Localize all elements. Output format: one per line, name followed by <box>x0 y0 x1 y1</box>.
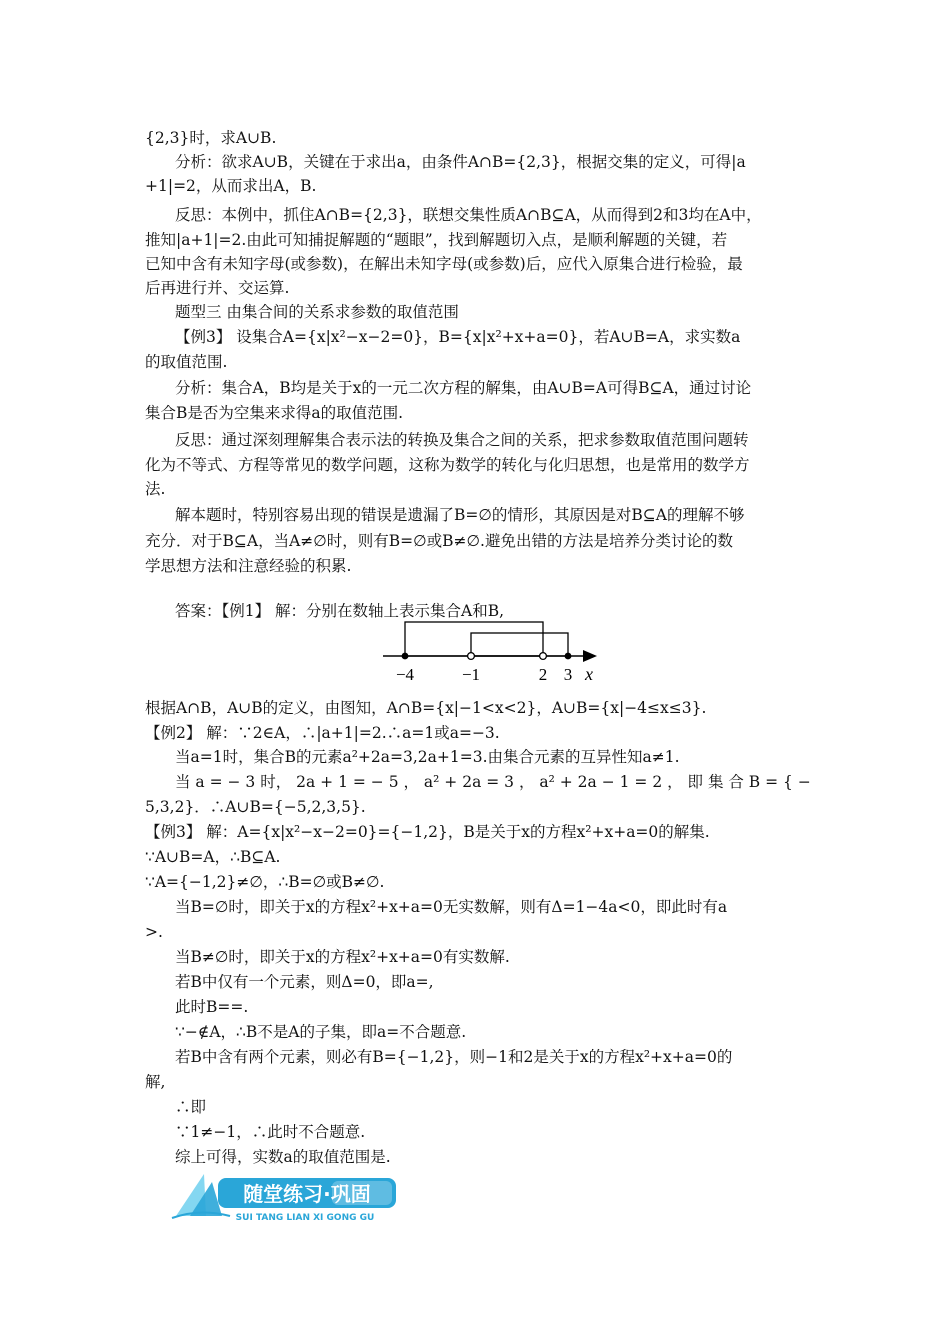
tick-label-2: 2 <box>538 665 548 684</box>
text-line-14: 化为不等式、方程等常见的数学问题，这称为数学的转化与化归思想，也是常用的数学方 <box>145 456 750 474</box>
tick-label-3: 3 <box>563 665 573 684</box>
text-line-10: 的取值范围. <box>145 353 228 371</box>
text-line-4: 反思：本例中，抓住A∩B={2,3}，联想交集性质A∩B⊆A，从而得到2和3均在A中， <box>175 206 762 224</box>
text-line-3: +1|=2，从而求出A，B. <box>145 177 317 195</box>
text-line-38: 综上可得，实数a的取值范围是. <box>175 1148 391 1166</box>
text-line-35: 解, <box>145 1073 166 1091</box>
text-line-26: ∵A∪B=A，∴B⊆A. <box>145 848 281 866</box>
set-b-interval <box>471 633 568 656</box>
text-line-11: 分析：集合A，B均是关于x的一元二次方程的解集，由A∪B=A可得B⊆A，通过讨论 <box>175 379 752 397</box>
section-heading: 题型三 由集合间的关系求参数的取值范围 <box>175 303 459 321</box>
text-line-30: 当B≠∅时，即关于x的方程x²+x+a=0有实数解. <box>175 948 510 966</box>
point-2 <box>540 653 547 660</box>
text-line-17: 充分．对于B⊆A，当A≠∅时，则有B=∅或B≠∅.避免出错的方法是培养分类讨论的数 <box>145 532 733 550</box>
point-neg4 <box>402 653 409 660</box>
text-line-32: 此时B==. <box>175 998 249 1016</box>
text-line-5: 推知|a+1|=2.由此可知捕捉解题的“题眼”，找到解题切入点，是顺利解题的关键，若 <box>145 231 728 249</box>
text-line-36: ∴即 <box>175 1098 207 1116</box>
text-line-1: {2,3}时，求A∪B. <box>145 129 277 147</box>
text-line-2: 分析：欲求A∪B，关键在于求出a，由条件A∩B={2,3}，根据交集的定义，可得|a <box>175 153 746 171</box>
text-line-24: 5,3,2}．∴A∪B={−5,2,3,5}. <box>145 798 366 816</box>
point-neg1 <box>468 653 475 660</box>
text-line-15: 法. <box>145 480 166 498</box>
text-line-27: ∵A={−1,2}≠∅，∴B=∅或B≠∅. <box>145 873 385 891</box>
text-line-25: 【例3】 解：A={x|x²−x−2=0}={−1,2}，B是关于x的方程x²+x+a=0的解集. <box>145 823 710 841</box>
logo-subtitle: SUI TANG LIAN XI GONG GU <box>235 1213 375 1223</box>
text-line-33: ∵−∉A，∴B不是A的子集，即a=不合题意. <box>175 1023 467 1041</box>
tick-label-neg1: −1 <box>461 665 481 684</box>
point-3 <box>565 653 572 660</box>
text-line-37: ∵1≠−1，∴此时不合题意. <box>175 1123 366 1141</box>
text-line-28: 当B=∅时，即关于x的方程x²+x+a=0无实数解，则有Δ=1−4a<0，即此时有a <box>175 898 728 916</box>
text-line-7: 后再进行并、交运算. <box>145 279 290 297</box>
logo-title: 随堂练习·巩固 <box>243 1182 371 1206</box>
section-logo <box>170 1172 410 1224</box>
number-line-figure <box>375 617 605 685</box>
set-a-interval <box>405 622 543 656</box>
text-line-23: 当 a = − 3 时， 2a + 1 = − 5 ， a² + 2a = 3 ， a² + 2a − 1 = 2 ， 即 集 合 B = { − <box>175 773 811 791</box>
text-line-18: 学思想方法和注意经验的积累. <box>145 557 352 575</box>
text-line-9: 【例3】 设集合A={x|x²−x−2=0}，B={x|x²+x+a=0}，若A∪B=A，求实数a <box>175 328 741 346</box>
text-line-12: 集合B是否为空集来求得a的取值范围. <box>145 404 404 422</box>
axis-arrow <box>583 650 597 662</box>
axis-label-x: x <box>585 664 593 684</box>
text-line-22: 当a=1时，集合B的元素a²+2a=3,2a+1=3.由集合元素的互异性知a≠1. <box>175 748 680 766</box>
text-line-31: 若B中仅有一个元素，则Δ=0，即a=, <box>175 973 434 991</box>
text-line-13: 反思：通过深刻理解集合表示法的转换及集合之间的关系，把求参数取值范围问题转 <box>175 431 749 449</box>
text-line-20: 根据A∩B，A∪B的定义，由图知，A∩B={x|−1<x<2}，A∪B={x|−4≤x≤3}. <box>145 699 707 717</box>
text-line-29: >. <box>145 923 163 941</box>
answer-heading: 答案：【例1】 解：分别在数轴上表示集合A和B, <box>175 602 505 620</box>
text-line-34: 若B中含有两个元素，则必有B={−1,2}，则−1和2是关于x的方程x²+x+a=0的 <box>175 1048 733 1066</box>
text-line-6: 已知中含有未知字母(或参数)，在解出未知字母(或参数)后，应代入原集合进行检验，最 <box>145 255 743 273</box>
text-line-16: 解本题时，特别容易出现的错误是遗漏了B=∅的情形，其原因是对B⊆A的理解不够 <box>175 506 745 524</box>
tick-label-neg4: −4 <box>395 665 415 684</box>
text-line-21: 【例2】 解：∵2∈A，∴|a+1|=2.∴a=1或a=−3. <box>145 724 500 742</box>
